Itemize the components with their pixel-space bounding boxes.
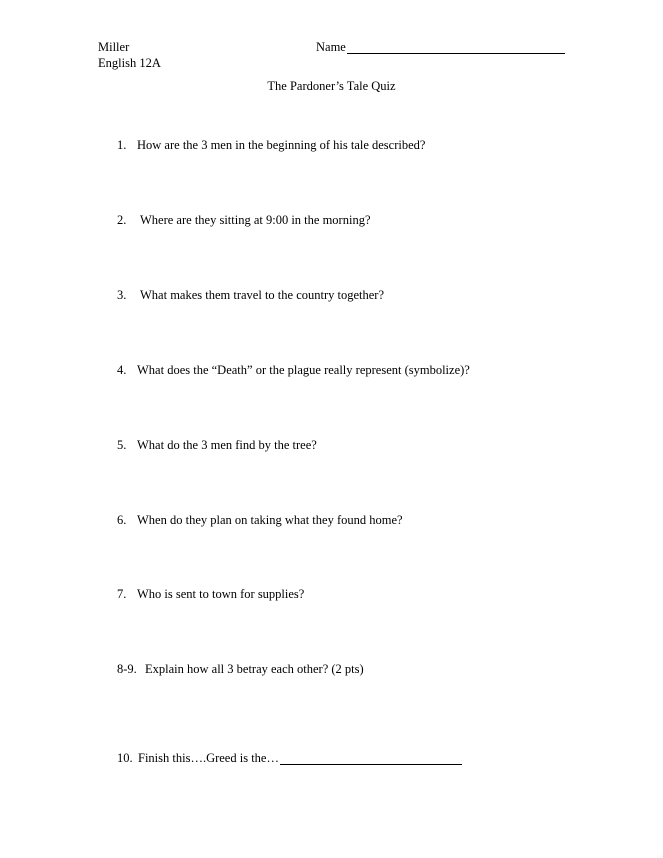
question-8-9 <box>117 663 364 676</box>
question-number: 4. <box>117 363 127 377</box>
teacher-name: Miller <box>98 40 130 54</box>
question-number: 3. <box>117 288 127 302</box>
question-text: What do the 3 men find by the tree? <box>137 438 317 452</box>
question-number: 5. <box>117 438 127 452</box>
question-text: How are the 3 men in the beginning of his tale described? <box>137 138 426 152</box>
question-number: 10. <box>117 751 133 765</box>
question-number: 8-9. <box>117 662 137 676</box>
question-number: 6. <box>117 513 127 527</box>
answer-blank-line[interactable] <box>280 753 462 765</box>
question-number: 1. <box>117 138 127 152</box>
question-4 <box>117 364 470 377</box>
question-text: Where are they sitting at 9:00 in the morning? <box>140 213 371 227</box>
question-10 <box>117 752 462 765</box>
question-7 <box>117 588 304 601</box>
question-text: Finish this….Greed is the… <box>138 751 279 765</box>
question-number: 2. <box>117 213 127 227</box>
name-field[interactable] <box>316 41 565 54</box>
question-6 <box>117 514 403 527</box>
question-number: 7. <box>117 587 127 601</box>
question-text: When do they plan on taking what they found home? <box>137 513 403 527</box>
question-1 <box>117 139 425 152</box>
name-label: Name <box>316 40 346 54</box>
question-text: Who is sent to town for supplies? <box>137 587 305 601</box>
name-blank-line[interactable] <box>347 42 565 54</box>
question-3 <box>117 289 384 302</box>
question-text: What makes them travel to the country together? <box>140 288 385 302</box>
quiz-title: The Pardoner’s Tale Quiz <box>267 79 396 93</box>
course-name: English 12A <box>98 56 161 70</box>
question-2 <box>117 214 371 227</box>
question-5 <box>117 439 317 452</box>
question-text: Explain how all 3 betray each other? (2 pts) <box>145 662 364 676</box>
question-text: What does the “Death” or the plague really represent (symbolize)? <box>137 363 470 377</box>
